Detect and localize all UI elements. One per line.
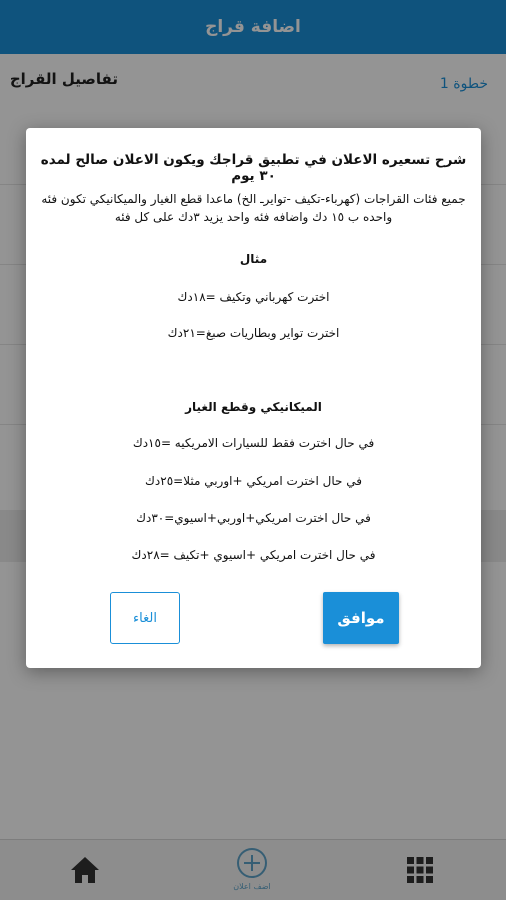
dialog-title: شرح تسعيره الاعلان في تطبيق قراجك ويكون الاعلان صالح لمده ٣٠ يوم (40, 152, 467, 184)
step-title: تفاصيل القراج (9, 70, 118, 88)
pricing-dialog (26, 128, 481, 668)
mechanic-line: في حال اخترت امريكي +اسيوي +تكيف =٢٨دك (131, 548, 376, 562)
mechanic-line: في حال اخترت امريكي+اوربي+اسيوي=٣٠دك (136, 511, 371, 525)
cancel-button[interactable]: الغاء (110, 592, 180, 644)
example-line: اخترت كهرباني وتكيف =١٨دك (177, 290, 330, 304)
example-line: اخترت تواير وبطاريات صبغ=٢١دك (167, 326, 340, 340)
page-title: اضافة قراج (205, 17, 301, 37)
example-heading: مثال (239, 252, 268, 266)
add-ad-label: اضف اعلان (233, 882, 271, 891)
mechanic-line: في حال اخترت فقط للسيارات الامريكيه =١٥دك (132, 436, 375, 450)
ok-button[interactable]: موافق (323, 592, 399, 644)
mechanic-line: في حال اخترت امريكي +اوربي مثلا=٢٥دك (145, 474, 362, 488)
mechanic-heading: الميكانيكي وقطع الغيار (185, 400, 322, 414)
dialog-paragraph: جميع فئات القراجات (كهرباء-تكيف -توايرـ الخ) ماعدا قطع الغيار والميكانيكي تكون فئه واحده ب ١٥ دك واضافه فئه واحد يزيد ٣دك على كل فئه (41, 192, 466, 224)
step-number: خطوة 1 (439, 76, 488, 92)
